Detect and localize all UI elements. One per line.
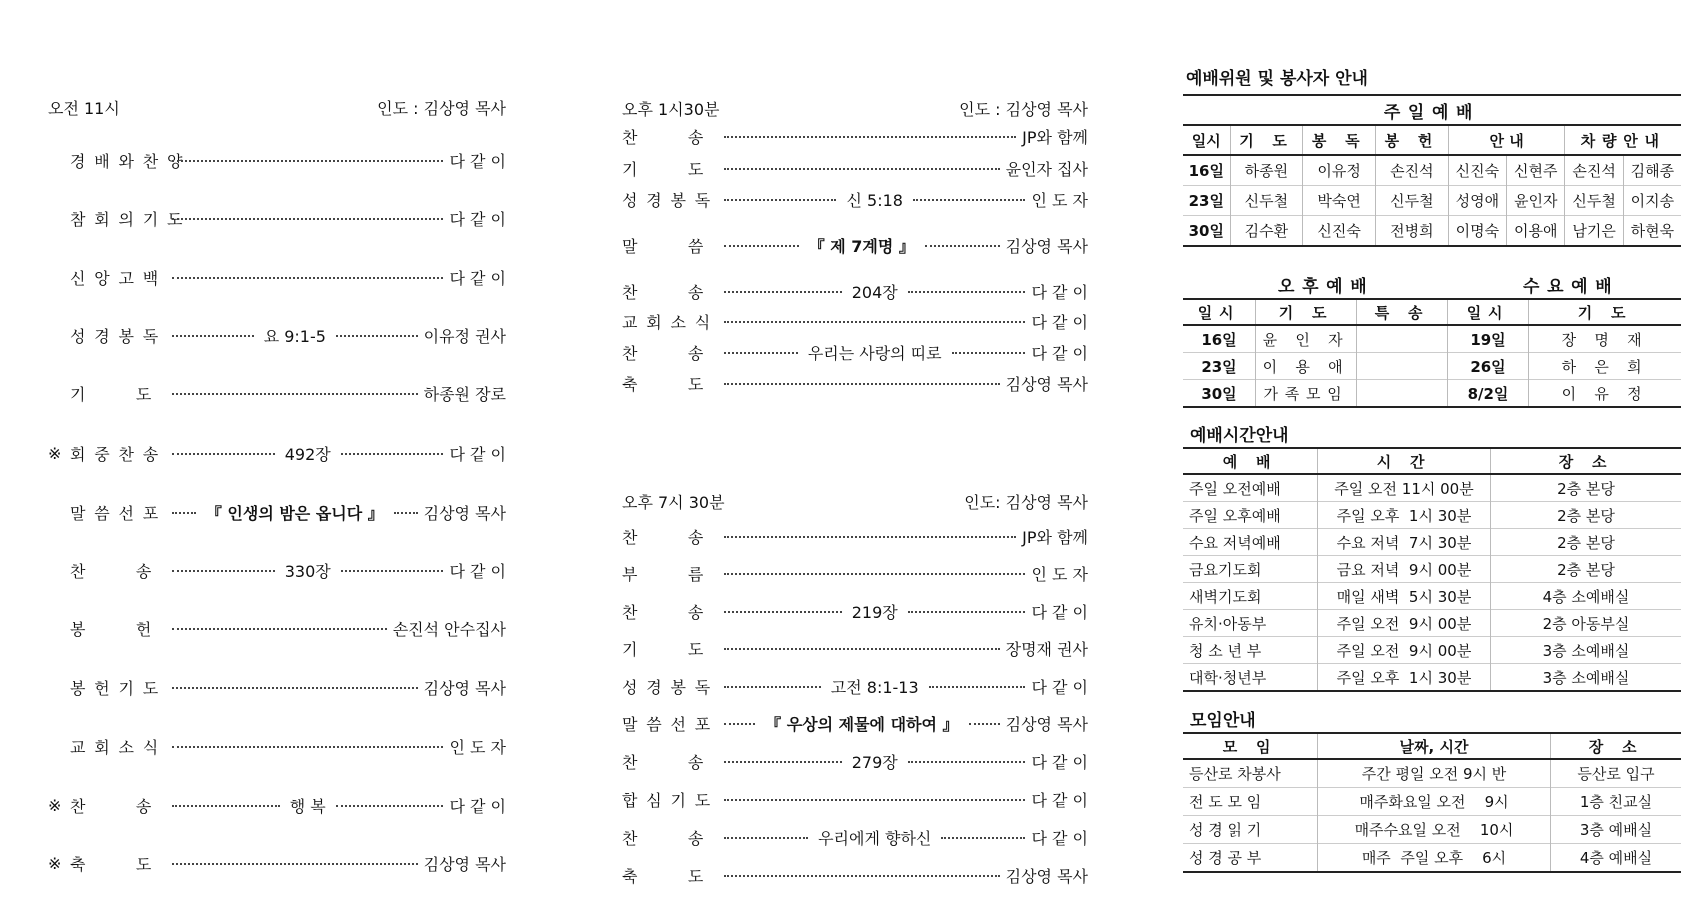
col-usher: 안 내 [1448, 125, 1565, 155]
servants-cell: 손진석 [1565, 155, 1623, 186]
afternoon_wed-cell: 23일 [1183, 353, 1256, 380]
schedule-cell: 2층 아동부실 [1542, 614, 1630, 633]
leader-dots [908, 291, 1026, 293]
leader-dots [172, 393, 418, 395]
schedule-cell: 수요 저녁 7시 30분 [1318, 529, 1491, 556]
wed-service-title: 수요예배 [1523, 277, 1620, 297]
reference-mark: ※ [48, 443, 62, 463]
order-label: 교회소식 [622, 312, 720, 332]
morning-order-row [48, 616, 506, 640]
schedule-cell: 4층 소예배실 [1542, 587, 1630, 606]
col-date: 일시 [1183, 125, 1230, 155]
afternoon-order-row [622, 371, 1088, 395]
meetings-cell: 3층 예배실 [1579, 821, 1653, 839]
order-label: 참회의기도 [70, 209, 192, 229]
evening-order-row [622, 787, 1088, 811]
order-label: 말씀선포 [622, 714, 720, 734]
afternoon_wed-row [1183, 380, 1681, 408]
schedule-cell: 매일 새벽 5시 30분 [1318, 583, 1491, 610]
servants-cell: 김해종 [1630, 162, 1675, 180]
schedule-cell: 주일 오후 1시 30분 [1318, 664, 1491, 692]
leader-dots [724, 611, 842, 613]
order-detail: 『 제 7계명 』 [808, 236, 915, 256]
order-label: 기 도 [622, 639, 713, 659]
reference-mark: ※ [48, 853, 62, 873]
evening-order-row [622, 674, 1088, 698]
order-person: JP와 함께 [1022, 127, 1088, 147]
leader-dots [724, 686, 821, 688]
afternoon_wed-cell: 가족모임 [1256, 380, 1357, 408]
order-person: 다 같 이 [449, 444, 507, 464]
leader-dots [724, 352, 798, 354]
col-meeting: 모 임 [1183, 733, 1318, 759]
reference-mark: ※ [48, 795, 62, 815]
evening-order-row [622, 749, 1088, 773]
order-label: 봉헌기도 [70, 678, 168, 698]
order-label: 찬 송 [622, 127, 713, 147]
schedule-cell: 주일 오전 9시 00분 [1318, 637, 1491, 664]
order-detail: 신 5:18 [846, 190, 903, 210]
morning-order-row [48, 793, 506, 817]
servants-cell: 윤인자 [1507, 186, 1565, 216]
servants-cell: 16일 [1183, 155, 1230, 186]
order-label: 찬 송 [622, 343, 713, 363]
morning-order-row [48, 381, 506, 405]
schedule-cell: 주일 오후예배 [1183, 502, 1318, 529]
schedule-title: 예배시간안내 [1190, 426, 1289, 446]
order-label: 축 도 [70, 854, 161, 874]
leader-dots [336, 335, 418, 337]
morning-order-row [48, 441, 506, 465]
servants-cell: 신진숙 [1303, 216, 1376, 247]
order-person: 다 같 이 [1031, 343, 1088, 363]
schedule-cell: 대학·청년부 [1183, 664, 1318, 692]
afternoon-time: 오후 1시30분 [622, 100, 720, 119]
meetings-cell: 등산로 입구 [1577, 765, 1655, 783]
leader-dots [724, 536, 1016, 538]
schedule-row [1183, 556, 1681, 583]
morning-order-row [48, 675, 506, 699]
leader-dots [724, 383, 1000, 385]
leader-dots [969, 723, 1000, 725]
order-detail: 492장 [284, 444, 331, 464]
schedule-row [1183, 474, 1681, 502]
evening-order-row [622, 524, 1088, 548]
servants-cell: 23일 [1183, 186, 1230, 216]
servants-cell: 이지송 [1630, 192, 1675, 210]
evening-order-row [622, 711, 1088, 735]
meetings-cell: 주간 평일 오전 9시 반 [1318, 759, 1551, 788]
leader-dots [172, 453, 275, 455]
afternoon-order-row [622, 187, 1088, 211]
leader-dots [172, 628, 387, 630]
schedule-cell: 주일 오후 1시 30분 [1318, 502, 1491, 529]
order-person: 다 같 이 [1031, 282, 1089, 302]
afternoon_wed-cell: 16일 [1183, 325, 1256, 353]
sunday-servants-table [1183, 94, 1681, 247]
order-detail: 『 우상의 제물에 대하여 』 [765, 714, 959, 734]
order-label: 봉 헌 [70, 619, 161, 639]
servants-cell: 손진석 [1376, 155, 1449, 186]
leader-dots [172, 863, 418, 865]
schedule-row [1183, 637, 1681, 664]
servants-cell: 전병희 [1376, 216, 1449, 247]
morning-order-row [48, 323, 506, 347]
col-vehicle: 차량안내 [1580, 131, 1666, 150]
leader-dots [929, 686, 1026, 688]
order-label: 교회소식 [70, 737, 168, 757]
servants-cell: 김수환 [1230, 216, 1303, 247]
col-offering: 봉 헌 [1376, 125, 1449, 155]
leader-dots [336, 805, 444, 807]
col-service: 예 배 [1183, 448, 1318, 474]
leader-dots [341, 453, 444, 455]
order-person: 김상영 목사 [1005, 866, 1088, 886]
servants-cell: 남기은 [1565, 216, 1623, 247]
order-person: 김상영 목사 [423, 503, 506, 523]
col-datetime: 날짜, 시간 [1318, 733, 1551, 759]
evening-order-row [622, 863, 1088, 887]
leader-dots [172, 570, 275, 572]
leader-dots [724, 573, 1025, 575]
servants-cell: 이유정 [1303, 155, 1376, 186]
schedule-cell: 2층 본당 [1557, 560, 1615, 579]
order-label: 성경봉독 [622, 190, 720, 210]
meetings-row [1183, 788, 1681, 816]
order-detail: 219장 [851, 602, 898, 622]
afternoon_wed-cell: 이 용 애 [1256, 353, 1357, 380]
meetings-cell: 성 경 읽 기 [1183, 816, 1318, 844]
afternoon_wed-cell: 19일 [1448, 325, 1529, 353]
schedule-cell: 2층 본당 [1557, 533, 1615, 552]
schedule-cell: 주일 오전 11시 00분 [1318, 474, 1491, 502]
afternoon-order-row [622, 309, 1088, 333]
afternoon-order-row [622, 156, 1088, 180]
schedule-cell: 2층 본당 [1557, 479, 1615, 498]
meetings-cell: 매주화요일 오전 9시 [1318, 788, 1551, 816]
schedule-table [1183, 447, 1681, 692]
afternoon-header [622, 97, 1088, 120]
leader-dots [724, 723, 755, 725]
meetings-cell: 매주 주일 오후 6시 [1318, 844, 1551, 873]
order-label: 찬 송 [622, 828, 713, 848]
schedule-cell: 금요기도회 [1183, 556, 1318, 583]
order-person: 장명재 권사 [1005, 639, 1088, 659]
schedule-cell: 금요 저녁 9시 00분 [1318, 556, 1491, 583]
leader-dots [172, 277, 443, 279]
leader-dots [724, 799, 1025, 801]
servants-cell: 박숙연 [1303, 186, 1376, 216]
col-wed-date: 일시 [1448, 299, 1529, 325]
meetings-row [1183, 844, 1681, 873]
evening-order-row [622, 561, 1088, 585]
afternoon_wed-cell [1357, 353, 1448, 380]
order-person: 김상영 목사 [423, 854, 506, 874]
meetings-table [1183, 732, 1681, 873]
order-label: 말 씀 [622, 236, 713, 256]
schedule-cell: 2층 본당 [1557, 506, 1615, 525]
order-label: 경배와찬양 [70, 151, 192, 171]
servants-cell: 하종원 [1230, 155, 1303, 186]
order-label: 찬 송 [70, 561, 161, 581]
order-person: JP와 함께 [1022, 527, 1088, 547]
servants-cell: 신두철 [1565, 186, 1623, 216]
servants-cell: 하현욱 [1630, 222, 1675, 240]
servants-cell: 이용애 [1507, 216, 1565, 247]
order-label: 신앙고백 [70, 268, 168, 288]
servants-title: 예배위원 및 봉사자 안내 [1186, 69, 1368, 89]
servants-row [1183, 155, 1681, 186]
evening-time: 오후 7시 30분 [622, 493, 725, 512]
order-label: 찬 송 [622, 527, 713, 547]
schedule-row [1183, 664, 1681, 692]
evening-order-row [622, 599, 1088, 623]
col-place: 장 소 [1558, 452, 1614, 471]
pm-service-title: 오후예배 [1278, 277, 1375, 297]
schedule-cell: 주일 오전 9시 00분 [1318, 610, 1491, 637]
meetings-row [1183, 759, 1681, 788]
leader-dots [724, 761, 842, 763]
order-person: 다 같 이 [1031, 602, 1089, 622]
leader-dots [172, 218, 443, 220]
order-label: 성경봉독 [622, 677, 720, 697]
servants-cell: 이명숙 [1448, 216, 1506, 247]
morning-order-row [48, 206, 506, 230]
afternoon-order-row [622, 233, 1088, 257]
schedule-cell: 3층 소예배실 [1542, 668, 1630, 687]
order-person: 인 도 자 [449, 737, 506, 757]
meetings-cell: 등산로 차봉사 [1183, 759, 1318, 788]
schedule-row [1183, 502, 1681, 529]
order-person: 윤인자 집사 [1005, 159, 1088, 179]
leader-dots [724, 321, 1025, 323]
schedule-cell: 주일 오전예배 [1183, 474, 1318, 502]
col-location: 장 소 [1588, 737, 1644, 756]
col-wed-prayer: 기 도 [1577, 303, 1633, 322]
order-detail: 요 9:1-5 [263, 326, 326, 346]
morning-order-row [48, 500, 506, 524]
evening-order-row [622, 636, 1088, 660]
order-label: 찬 송 [622, 602, 713, 622]
order-label: 축 도 [622, 374, 713, 394]
afternoon_wed-cell: 이 유 정 [1561, 384, 1649, 403]
meetings-row [1183, 816, 1681, 844]
leader-dots [724, 168, 1000, 170]
order-person: 하종원 장로 [423, 384, 506, 404]
order-detail: 204장 [851, 282, 898, 302]
leader-dots [172, 335, 254, 337]
leader-dots [724, 136, 1016, 138]
leader-dots [724, 648, 1000, 650]
order-label: 성경봉독 [70, 326, 168, 346]
afternoon_wed-row [1183, 325, 1681, 353]
order-label: 찬 송 [70, 796, 161, 816]
order-person: 김상영 목사 [423, 678, 506, 698]
schedule-row [1183, 583, 1681, 610]
meetings-cell: 4층 예배실 [1579, 849, 1653, 867]
afternoon_wed-cell: 8/2일 [1448, 380, 1529, 408]
servants-cell: 신두철 [1376, 186, 1449, 216]
morning-order-row [48, 265, 506, 289]
order-person: 다 같 이 [449, 796, 507, 816]
order-label: 부 름 [622, 564, 713, 584]
afternoon_wed-cell: 하 은 희 [1561, 357, 1649, 376]
order-person: 손진석 안수집사 [392, 619, 506, 639]
pm-wed-table [1183, 298, 1681, 408]
schedule-cell: 3층 소예배실 [1542, 641, 1630, 660]
meetings-cell: 성 경 공 부 [1183, 844, 1318, 873]
order-label: 찬 송 [622, 752, 713, 772]
order-person: 김상영 목사 [1005, 374, 1088, 394]
leader-dots [908, 611, 1026, 613]
schedule-cell: 수요 저녁예배 [1183, 529, 1318, 556]
meetings-cell: 매주수요일 오전 10시 [1318, 816, 1551, 844]
servants-row [1183, 216, 1681, 247]
order-person: 다 같 이 [1031, 752, 1089, 772]
afternoon_wed-row [1183, 353, 1681, 380]
leader-dots [913, 199, 1025, 201]
schedule-cell: 청 소 년 부 [1183, 637, 1318, 664]
order-person: 다 같 이 [1031, 312, 1088, 332]
evening-header [622, 490, 1088, 513]
leader-dots [172, 746, 443, 748]
order-detail: 우리는 사랑의 띠로 [807, 343, 942, 363]
afternoon-order-row [622, 124, 1088, 148]
order-person: 다 같 이 [1031, 790, 1088, 810]
col-prayer: 기 도 [1230, 125, 1303, 155]
leader-dots [172, 160, 443, 162]
order-detail: 『 인생의 밤은 옵니다 』 [205, 503, 384, 523]
afternoon_wed-cell: 26일 [1448, 353, 1529, 380]
servants-cell: 성영애 [1448, 186, 1506, 216]
afternoon_wed-cell: 윤 인 자 [1256, 325, 1357, 353]
leader-dots [724, 245, 799, 247]
afternoon_wed-cell: 30일 [1183, 380, 1256, 408]
morning-leader: 인도 : 김상영 목사 [377, 99, 506, 118]
order-detail: 330장 [284, 561, 331, 581]
afternoon_wed-cell: 장 명 재 [1561, 330, 1649, 349]
order-person: 이유정 권사 [423, 326, 506, 346]
schedule-row [1183, 610, 1681, 637]
order-person: 김상영 목사 [1005, 236, 1088, 256]
afternoon-leader: 인도 : 김상영 목사 [959, 100, 1088, 119]
col-pm-date: 일시 [1183, 299, 1256, 325]
leader-dots [925, 245, 1000, 247]
meetings-cell: 전 도 모 임 [1183, 788, 1318, 816]
col-reading: 봉 독 [1303, 125, 1376, 155]
order-detail: 고전 8:1-13 [830, 677, 919, 697]
order-label: 찬 송 [622, 282, 713, 302]
servants-cell: 신두철 [1230, 186, 1303, 216]
order-person: 인 도 자 [1031, 190, 1088, 210]
col-pm-special: 특 송 [1357, 299, 1448, 325]
servants-cell: 신진숙 [1448, 155, 1506, 186]
order-person: 김상영 목사 [1005, 714, 1089, 734]
evening-leader: 인도: 김상영 목사 [964, 493, 1088, 512]
leader-dots [952, 352, 1026, 354]
schedule-cell: 유치·아동부 [1183, 610, 1318, 637]
order-person: 다 같 이 [1031, 677, 1088, 697]
order-person: 인 도 자 [1031, 564, 1088, 584]
meetings-cell: 1층 친교실 [1579, 793, 1653, 811]
leader-dots [341, 570, 444, 572]
order-detail: 우리에게 향하신 [818, 828, 932, 848]
order-label: 축 도 [622, 866, 713, 886]
afternoon-order-row [622, 340, 1088, 364]
afternoon_wed-cell [1357, 380, 1448, 408]
order-label: 합심기도 [622, 790, 720, 810]
morning-time: 오전 11시 [48, 99, 120, 118]
afternoon-order-row [622, 279, 1088, 303]
leader-dots [724, 199, 836, 201]
leader-dots [172, 512, 196, 514]
meetings-title: 모임안내 [1190, 711, 1256, 731]
servants-cell: 신현주 [1507, 155, 1565, 186]
order-detail: 279장 [851, 752, 898, 772]
morning-order-row [48, 851, 506, 875]
order-detail: 행 복 [289, 796, 326, 816]
morning-order-row [48, 734, 506, 758]
servants-cell: 30일 [1183, 216, 1230, 247]
order-label: 회중찬송 [70, 444, 168, 464]
leader-dots [724, 291, 842, 293]
morning-order-row [48, 558, 506, 582]
servants-row [1183, 186, 1681, 216]
afternoon_wed-cell [1357, 325, 1448, 353]
order-person: 다 같 이 [449, 268, 506, 288]
leader-dots [724, 837, 808, 839]
morning-header [48, 96, 506, 119]
col-time: 시 간 [1318, 448, 1491, 474]
leader-dots [908, 761, 1026, 763]
evening-order-row [622, 825, 1088, 849]
order-person: 다 같 이 [449, 209, 506, 229]
order-label: 기 도 [622, 159, 713, 179]
leader-dots [172, 805, 280, 807]
schedule-cell: 새벽기도회 [1183, 583, 1318, 610]
col-pm-prayer: 기 도 [1256, 299, 1357, 325]
leader-dots [172, 687, 418, 689]
schedule-row [1183, 529, 1681, 556]
order-person: 다 같 이 [1031, 828, 1089, 848]
sunday-service-title: 주일예배 [1383, 102, 1481, 123]
order-label: 기 도 [70, 384, 161, 404]
leader-dots [394, 512, 418, 514]
order-person: 다 같 이 [449, 561, 507, 581]
leader-dots [724, 875, 1000, 877]
order-person: 다 같 이 [449, 151, 506, 171]
order-label: 말씀선포 [70, 503, 168, 523]
leader-dots [941, 837, 1025, 839]
morning-order-row [48, 148, 506, 172]
